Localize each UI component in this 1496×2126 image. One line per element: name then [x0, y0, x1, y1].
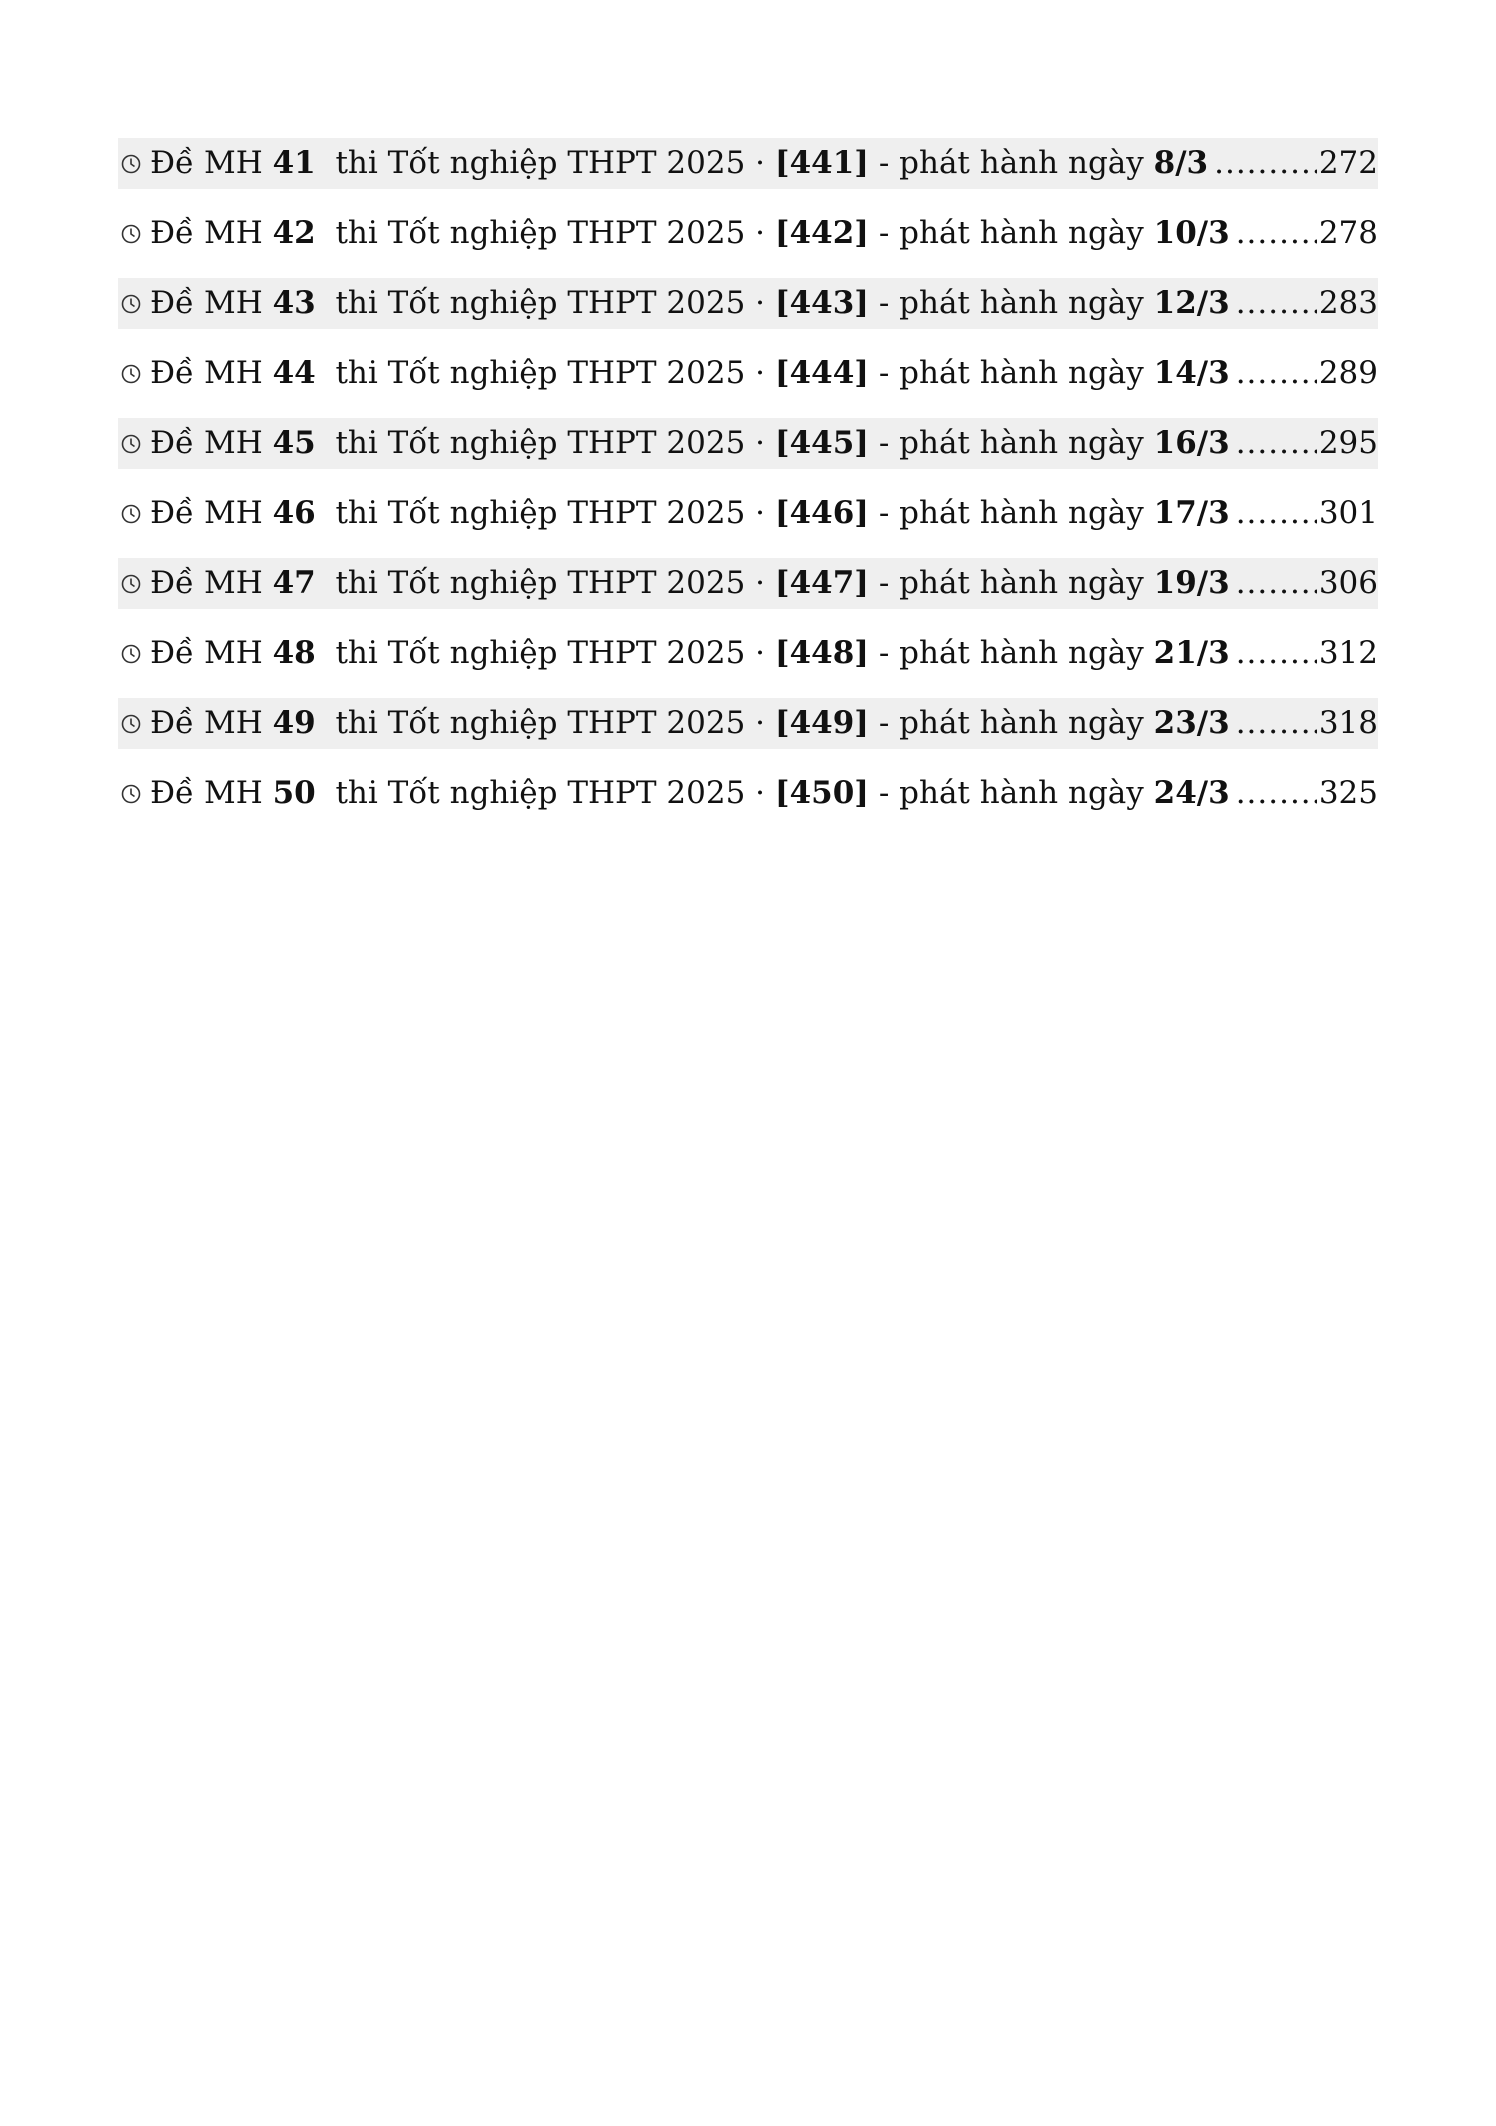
toc-entry[interactable]	[118, 768, 1378, 819]
clock-icon	[120, 433, 142, 455]
toc-entry[interactable]	[118, 138, 1378, 189]
exam-prefix: Đề MH	[150, 355, 263, 391]
release-date: 21/3	[1153, 635, 1230, 671]
table-of-contents	[118, 138, 1378, 838]
exam-number: 44	[272, 355, 316, 391]
exam-number: 46	[272, 495, 316, 531]
exam-number: 41	[272, 145, 316, 181]
page-number: 295	[1318, 425, 1378, 461]
page-number: 278	[1318, 215, 1378, 251]
exam-code: [450]	[774, 775, 869, 811]
toc-entry[interactable]	[118, 348, 1378, 399]
exam-prefix: Đề MH	[150, 565, 263, 601]
toc-entry[interactable]	[118, 208, 1378, 259]
page-number: 325	[1318, 775, 1378, 811]
exam-number: 47	[272, 565, 316, 601]
release-label: - phát hành ngày	[878, 425, 1144, 461]
exam-description: thi Tốt nghiệp THPT 2025 ·	[335, 145, 766, 181]
page-number: 312	[1318, 635, 1378, 671]
dot-leader	[1236, 628, 1317, 679]
exam-description: thi Tốt nghiệp THPT 2025 ·	[335, 355, 766, 391]
exam-prefix: Đề MH	[150, 215, 263, 251]
exam-description: thi Tốt nghiệp THPT 2025 ·	[335, 635, 766, 671]
clock-icon	[120, 293, 142, 315]
release-date: 19/3	[1153, 565, 1230, 601]
release-date: 10/3	[1153, 215, 1230, 251]
exam-description: thi Tốt nghiệp THPT 2025 ·	[335, 705, 766, 741]
release-date: 16/3	[1153, 425, 1230, 461]
exam-prefix: Đề MH	[150, 705, 263, 741]
exam-description: thi Tốt nghiệp THPT 2025 ·	[335, 425, 766, 461]
clock-icon	[120, 153, 142, 175]
release-date: 17/3	[1153, 495, 1230, 531]
clock-icon	[120, 783, 142, 805]
release-label: - phát hành ngày	[878, 355, 1144, 391]
dot-leader	[1236, 768, 1317, 819]
exam-code: [442]	[774, 215, 869, 251]
dot-leader	[1236, 278, 1317, 329]
dot-leader	[1236, 418, 1317, 469]
dot-leader	[1236, 348, 1317, 399]
exam-number: 50	[272, 775, 316, 811]
clock-icon	[120, 573, 142, 595]
toc-entry[interactable]	[118, 418, 1378, 469]
exam-number: 49	[272, 705, 316, 741]
exam-prefix: Đề MH	[150, 495, 263, 531]
toc-entry[interactable]	[118, 488, 1378, 539]
page-number: 318	[1318, 705, 1378, 741]
dot-leader	[1214, 138, 1317, 189]
clock-icon	[120, 223, 142, 245]
exam-prefix: Đề MH	[150, 635, 263, 671]
exam-prefix: Đề MH	[150, 145, 263, 181]
exam-code: [443]	[774, 285, 869, 321]
release-label: - phát hành ngày	[878, 635, 1144, 671]
exam-description: thi Tốt nghiệp THPT 2025 ·	[335, 285, 766, 321]
toc-entry[interactable]	[118, 558, 1378, 609]
release-date: 24/3	[1153, 775, 1230, 811]
toc-entry[interactable]	[118, 628, 1378, 679]
exam-code: [449]	[774, 705, 869, 741]
exam-code: [441]	[774, 145, 869, 181]
exam-description: thi Tốt nghiệp THPT 2025 ·	[335, 775, 766, 811]
page-number: 289	[1318, 355, 1378, 391]
exam-number: 48	[272, 635, 316, 671]
toc-entry[interactable]	[118, 698, 1378, 749]
exam-description: thi Tốt nghiệp THPT 2025 ·	[335, 495, 766, 531]
exam-code: [445]	[774, 425, 869, 461]
exam-number: 43	[272, 285, 316, 321]
release-date: 8/3	[1153, 145, 1209, 181]
dot-leader	[1236, 698, 1317, 749]
exam-prefix: Đề MH	[150, 285, 263, 321]
release-label: - phát hành ngày	[878, 495, 1144, 531]
page-number: 272	[1318, 145, 1378, 181]
dot-leader	[1236, 208, 1317, 259]
page-number: 306	[1318, 565, 1378, 601]
release-date: 23/3	[1153, 705, 1230, 741]
exam-prefix: Đề MH	[150, 775, 263, 811]
release-label: - phát hành ngày	[878, 145, 1144, 181]
clock-icon	[120, 643, 142, 665]
clock-icon	[120, 503, 142, 525]
exam-code: [444]	[774, 355, 869, 391]
release-label: - phát hành ngày	[878, 215, 1144, 251]
release-label: - phát hành ngày	[878, 565, 1144, 601]
release-label: - phát hành ngày	[878, 775, 1144, 811]
exam-code: [446]	[774, 495, 869, 531]
dot-leader	[1236, 488, 1317, 539]
exam-description: thi Tốt nghiệp THPT 2025 ·	[335, 215, 766, 251]
release-date: 14/3	[1153, 355, 1230, 391]
toc-entry[interactable]	[118, 278, 1378, 329]
clock-icon	[120, 713, 142, 735]
exam-number: 45	[272, 425, 316, 461]
exam-description: thi Tốt nghiệp THPT 2025 ·	[335, 565, 766, 601]
release-label: - phát hành ngày	[878, 705, 1144, 741]
dot-leader	[1236, 558, 1317, 609]
exam-code: [447]	[774, 565, 869, 601]
release-date: 12/3	[1153, 285, 1230, 321]
page-number: 301	[1318, 495, 1378, 531]
exam-prefix: Đề MH	[150, 425, 263, 461]
page-number: 283	[1318, 285, 1378, 321]
clock-icon	[120, 363, 142, 385]
exam-number: 42	[272, 215, 316, 251]
release-label: - phát hành ngày	[878, 285, 1144, 321]
exam-code: [448]	[774, 635, 869, 671]
